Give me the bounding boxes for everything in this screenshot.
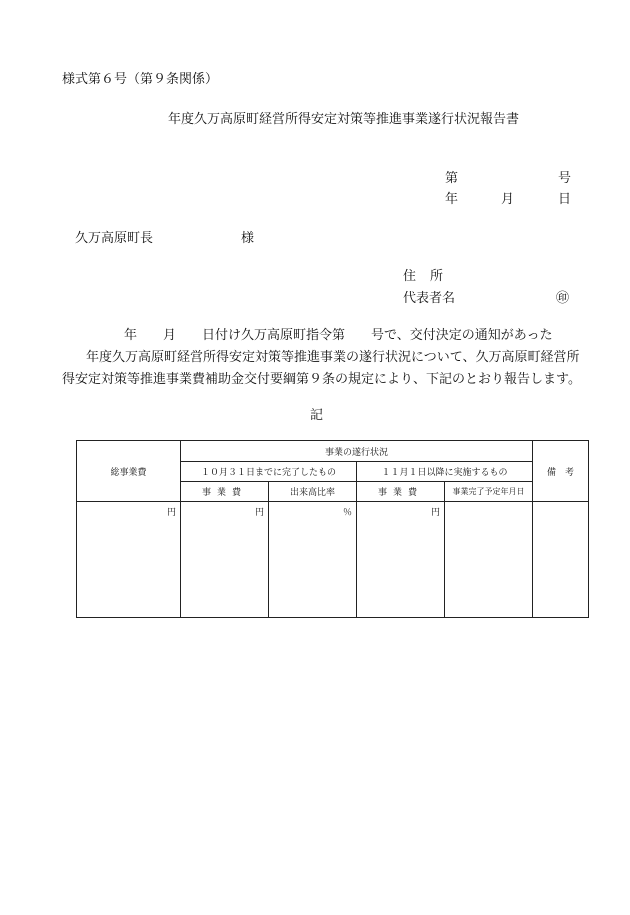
- completed-header: １０月３１日までに完了したもの: [181, 462, 357, 482]
- completion-date-header: 事業完了予定年月日: [445, 482, 533, 502]
- remarks-cell: [533, 502, 589, 618]
- completion-rate-cell: ％: [269, 502, 357, 618]
- addressee-honorific: 様: [241, 231, 255, 246]
- remarks-header: 備 考: [533, 441, 589, 502]
- cost-header-completed: 事業費: [181, 482, 269, 502]
- date-day: 日: [557, 192, 571, 207]
- form-label: 様式第６号（第９条関係）: [62, 72, 219, 87]
- progress-header: 事業の遂行状況: [181, 441, 533, 462]
- progress-report-table: [76, 440, 589, 618]
- number-suffix: 号: [557, 171, 571, 186]
- address-label: 住所: [403, 269, 458, 284]
- total-cost-header: 総事業費: [77, 441, 181, 502]
- seal-mark: ㊞: [556, 291, 570, 306]
- body-line-1: 年 月 日付け久万高原町指令第 号で、交付決定の通知があった: [124, 328, 553, 343]
- date-year: 年: [445, 192, 459, 207]
- body-line-3: 得安定対策等推進事業費補助金交付要綱第９条の規定により、下記のとおり報告します。: [62, 372, 581, 387]
- completion-date-cell: [445, 502, 533, 618]
- planned-cost-cell: 円: [357, 502, 445, 618]
- cost-header-planned: 事業費: [357, 482, 445, 502]
- body-paragraph: [62, 325, 582, 391]
- date-month: 月: [501, 192, 515, 207]
- planned-header: １１月１日以降に実施するもの: [357, 462, 533, 482]
- total-cost-cell: 円: [77, 502, 181, 618]
- body-line-2: 年度久万高原町経営所得安定対策等推進事業の遂行状況について、久万高原町経営所: [86, 350, 580, 365]
- document-title: 年度久万高原町経営所得安定対策等推進事業遂行状況報告書: [168, 112, 520, 127]
- representative-label: 代表者名: [403, 291, 456, 306]
- addressee-name: 久万高原町長: [75, 231, 154, 246]
- number-prefix: 第: [445, 171, 459, 186]
- completed-cost-cell: 円: [181, 502, 269, 618]
- ki-heading: 記: [310, 408, 324, 423]
- completion-rate-header: 出来高比率: [269, 482, 357, 502]
